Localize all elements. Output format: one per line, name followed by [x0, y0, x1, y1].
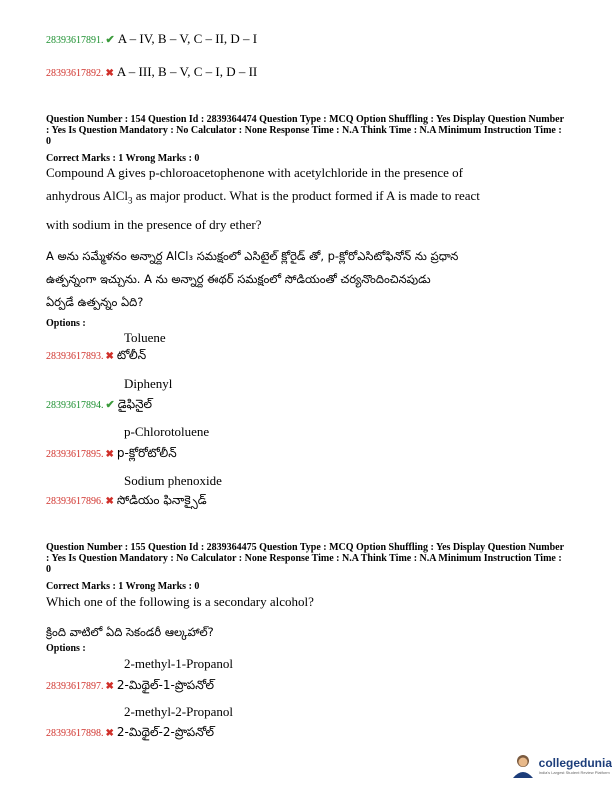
question-text-telugu: క్రింది వాటిలో ఏది సెకండరీ ఆల్కహాల్?	[46, 625, 214, 639]
question-marks: Correct Marks : 1 Wrong Marks : 0	[46, 581, 200, 592]
option-id: 28393617894.	[46, 400, 104, 411]
option-text-te: సోడియం ఫినాక్సైడ్	[116, 493, 207, 507]
option-text-te: p-క్లోరోటోలీన్	[116, 446, 177, 460]
student-avatar-icon	[510, 752, 536, 778]
option-row	[46, 346, 146, 365]
question-line: anhydrous AlCl$_3$ as major product. What is the product formed if A is made to react	[46, 188, 480, 206]
question-text: Which one of the following is a secondary alcohol?	[46, 594, 314, 609]
option-row	[46, 676, 214, 695]
cross-icon: ✖	[105, 728, 114, 739]
option-text-en: p-Chlorotoluene	[124, 424, 210, 439]
option-id: 28393617895.	[46, 449, 104, 460]
option-id: 28393617897.	[46, 681, 104, 692]
question-text-telugu: A అను సమ్మేళనం అన్నార్ద AlCl₃ సమక్షంలో ఎసిటైల్ క్లోరైడ్ తో, p-క్లోరోఎసిటోఫినోన్ ను ప్రధాన ఉత్పన్నంగా ఇచ్చును. A ను అన్నార్ద ఈథర్ సమక్షంలో సోడియంతో చర్యనొందించినపుడు ఏర్పడే ఉత్పన్నం ఏది?	[46, 249, 459, 309]
option-id: 28393617898.	[46, 728, 104, 739]
options-label: Options :	[46, 643, 86, 654]
option-text: A – IV, B – V, C – II, D – I	[117, 31, 258, 46]
check-icon: ✔	[105, 399, 115, 411]
option-row	[46, 63, 257, 81]
option-text-te: 2-మిథైల్-2-ప్రొపనోల్	[116, 725, 215, 739]
cross-icon: ✖	[105, 496, 114, 507]
question-marks: Correct Marks : 1 Wrong Marks : 0	[46, 153, 200, 164]
option-row	[46, 444, 177, 463]
cross-icon: ✖	[105, 681, 114, 692]
option-text-en: Diphenyl	[124, 376, 173, 391]
options-label: Options :	[46, 318, 86, 329]
question-line: with sodium in the presence of dry ether?	[46, 216, 262, 232]
question-text	[46, 161, 516, 236]
question-meta: Question Number : 154 Question Id : 2839364474 Question Type : MCQ Option Shuffling : Yes Display Question Number : Yes Is Question Mandatory : No Calculator : None Response Time : N.A Think Time : N.A Minimum Instruction Time : 0	[46, 114, 564, 147]
logo-name: collegedunia	[538, 755, 612, 770]
cross-icon: ✖	[105, 68, 114, 79]
option-id: 28393617891.	[46, 35, 104, 46]
option-id: 28393617892.	[46, 68, 104, 79]
option-text-en: 2-methyl-1-Propanol	[124, 656, 234, 671]
cross-icon: ✖	[105, 351, 114, 362]
option-text-en: 2-methyl-2-Propanol	[124, 704, 234, 719]
option-text-en: Toluene	[124, 330, 166, 345]
option-text-te: డైఫినైల్	[117, 397, 153, 411]
question-meta: Question Number : 155 Question Id : 2839364475 Question Type : MCQ Option Shuffling : Yes Display Question Number : Yes Is Question Mandatory : No Calculator : None Response Time : N.A Think Time : N.A Minimum Instruction Time : 0	[46, 542, 564, 575]
option-id: 28393617893.	[46, 351, 104, 362]
option-text-te: 2-మిథైల్-1-ప్రొపనోల్	[116, 678, 215, 692]
option-row	[46, 491, 207, 510]
collegedunia-logo	[510, 752, 612, 778]
option-row	[46, 723, 214, 742]
logo-tagline: India's Largest Student Review Platform	[538, 769, 610, 775]
option-row	[46, 30, 257, 48]
option-text-en: Sodium phenoxide	[124, 473, 222, 488]
check-icon: ✔	[105, 34, 115, 46]
option-text: A – III, B – V, C – I, D – II	[116, 64, 258, 79]
option-text-te: టోలీన్	[116, 348, 147, 362]
option-id: 28393617896.	[46, 496, 104, 507]
option-row	[46, 395, 152, 414]
cross-icon: ✖	[105, 449, 114, 460]
question-line: Compound A gives p-chloroacetophenone with acetylchloride in the presence of	[46, 165, 463, 180]
